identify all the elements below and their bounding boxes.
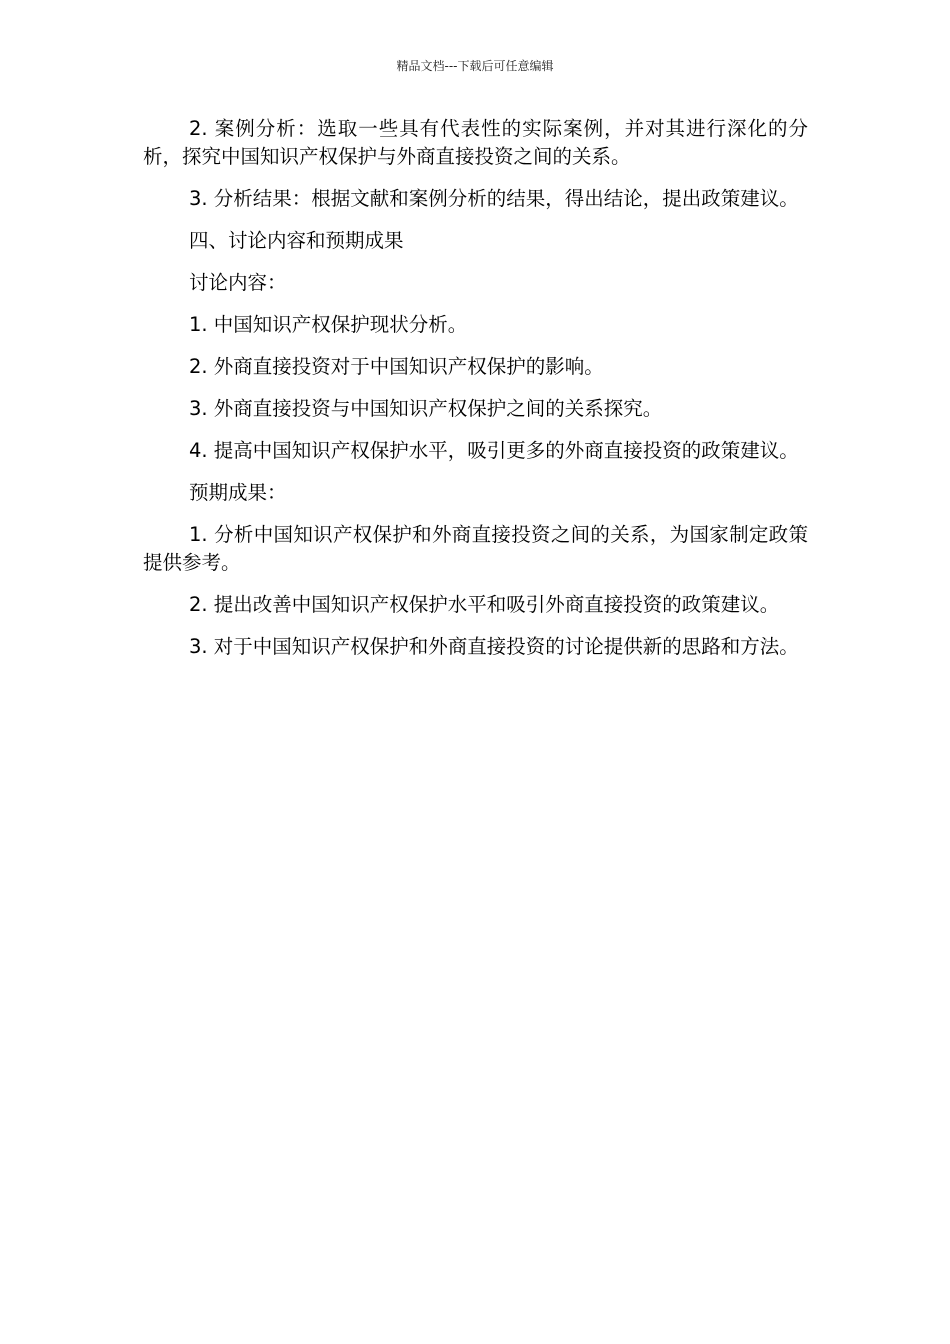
discussion-item-3: 3. 外商直接投资与中国知识产权保护之间的关系探究。 bbox=[189, 397, 663, 420]
expected-result-3: 3. 对于中国知识产权保护和外商直接投资的讨论提供新的思路和方法。 bbox=[189, 635, 799, 658]
document-body bbox=[143, 115, 808, 675]
paragraph-case-analysis: 2. 案例分析：选取一些具有代表性的实际案例，并对其进行深化的分析，探究中国知识产权保护与外商直接投资之间的关系。 bbox=[143, 117, 808, 168]
expected-result-2: 2. 提出改善中国知识产权保护水平和吸引外商直接投资的政策建议。 bbox=[189, 593, 780, 616]
paragraph-analysis-results: 3. 分析结果：根据文献和案例分析的结果，得出结论，提出政策建议。 bbox=[189, 187, 799, 210]
page-header: 精品文档---下载后可任意编辑 bbox=[396, 59, 554, 73]
discussion-item-2: 2. 外商直接投资对于中国知识产权保护的影响。 bbox=[189, 355, 604, 378]
discussion-item-4: 4. 提高中国知识产权保护水平，吸引更多的外商直接投资的政策建议。 bbox=[189, 439, 799, 462]
expected-result-1: 1. 分析中国知识产权保护和外商直接投资之间的关系，为国家制定政策提供参考。 bbox=[143, 523, 808, 574]
discussion-item-1: 1. 中国知识产权保护现状分析。 bbox=[189, 313, 468, 336]
section-heading-discussion: 四、讨论内容和预期成果 bbox=[189, 229, 404, 252]
subheading-expected-results: 预期成果： bbox=[189, 481, 287, 504]
subheading-discussion-content: 讨论内容： bbox=[189, 271, 287, 294]
